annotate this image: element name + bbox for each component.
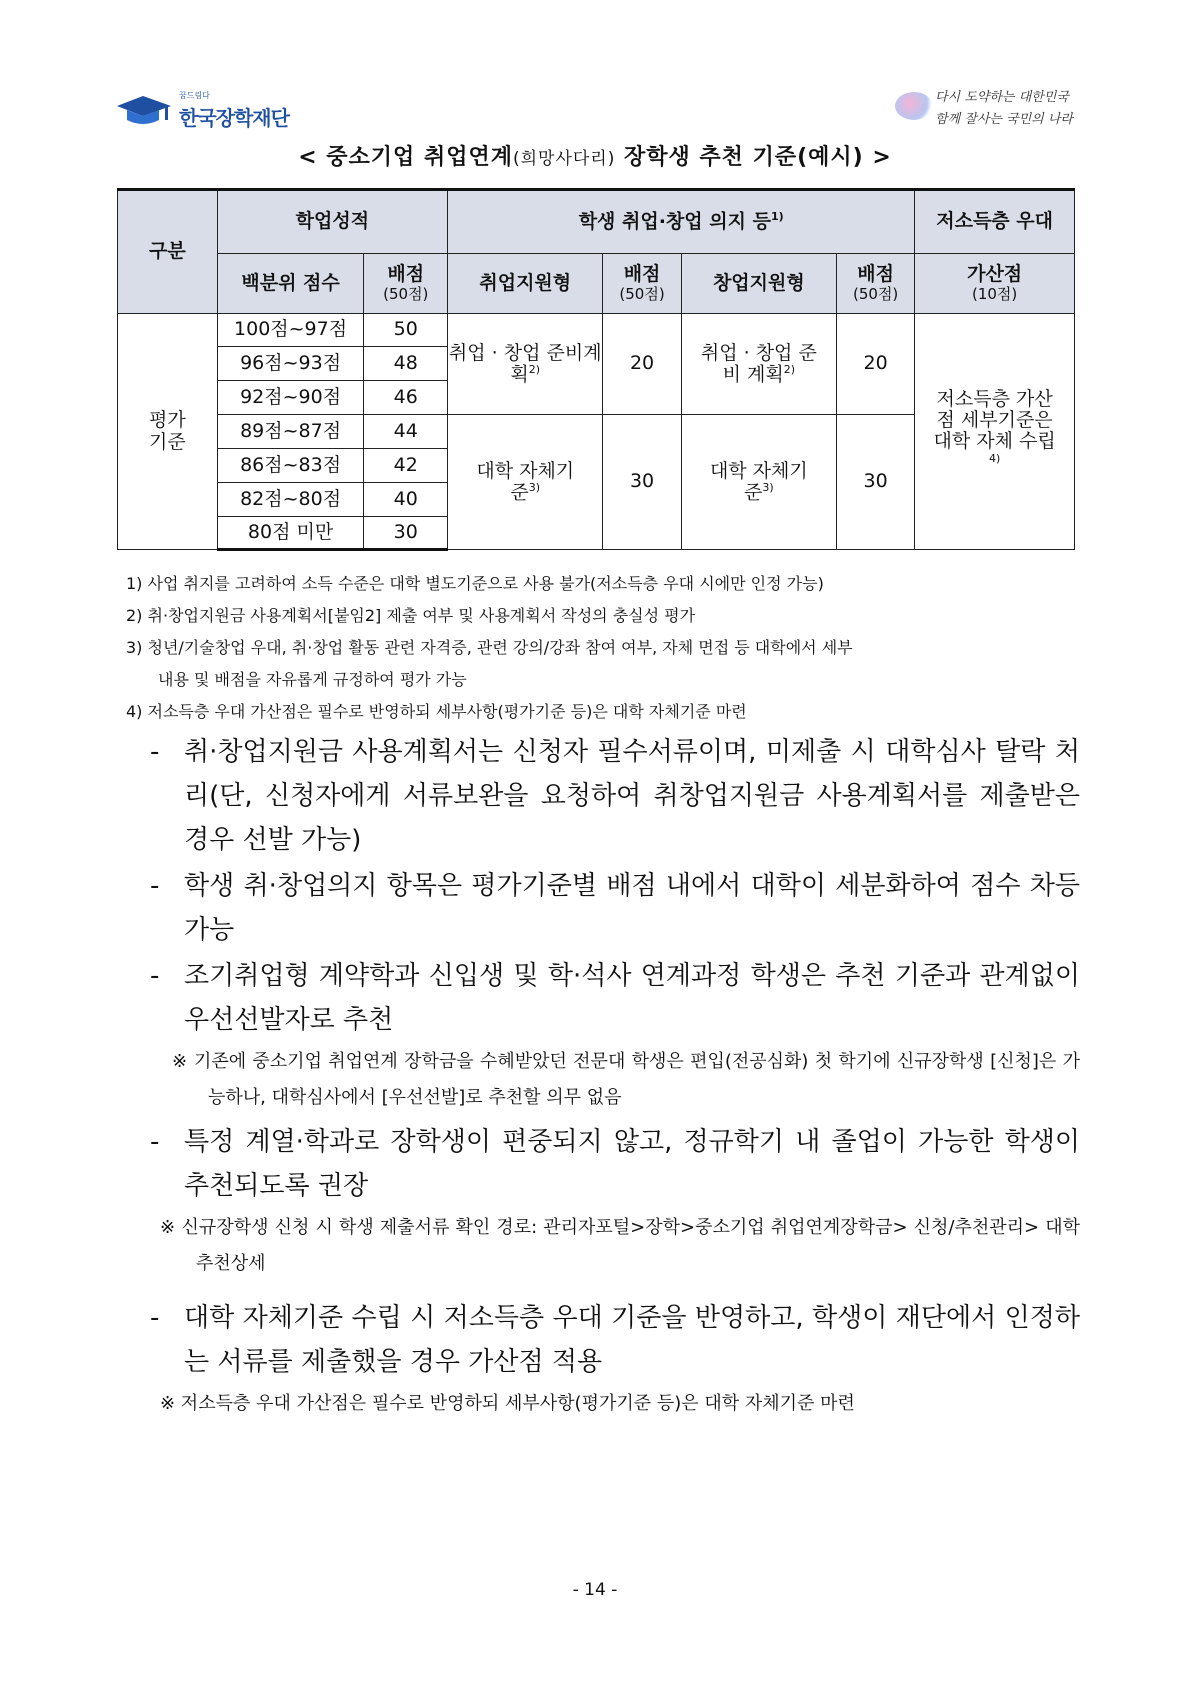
grade-score: 30 [364, 517, 448, 550]
criteria-table [117, 188, 1075, 551]
guideline-item: - 취·창업지원금 사용계획서는 신청자 필수서류이며, 미제출 시 대학심사 탈락 처리(단, 신청자에게 서류보완을 요청하여 취창업지원금 사용계획서를 제출받은 경우 선발 가능) [150, 737, 1080, 855]
table-row [118, 314, 1075, 347]
header-alloc-job: 배점 (50점) [603, 254, 681, 314]
slogan-line1: 다시 도약하는 대한민국 [935, 90, 1069, 105]
grade-range: 92점~90점 [217, 381, 364, 415]
bonus-cell: 저소득층 가산점 세부기준은 대학 자체 수립$^{4)}$ [915, 314, 1075, 550]
header-intent: 학생 취업·창업 의지 등$^{1)}$ [448, 190, 915, 254]
footnote-1: 1) 사업 취지를 고려하여 소득 수준은 대학 별도기준으로 사용 불가(저소득층 우대 시에만 인정 가능) [126, 574, 824, 593]
job-own-cell: 대학 자체기준$^{3)}$ [448, 415, 603, 550]
grade-score: 44 [364, 415, 448, 449]
header-grades: 학업성적 [217, 190, 447, 254]
page-number: - 14 - [572, 1580, 618, 1600]
title-paren: (희망사다리) [512, 149, 616, 169]
grade-range: 80점 미만 [217, 517, 364, 550]
grade-range: 96점~93점 [217, 347, 364, 381]
header-alloc-startup: 배점 (50점) [837, 254, 915, 314]
slogan [895, 84, 1085, 130]
kosaf-logo [115, 86, 295, 130]
footnotes [126, 568, 1086, 728]
row-label: 평가 기준 [118, 314, 218, 550]
grade-range: 86점~83점 [217, 449, 364, 483]
footnote-3: 3) 청년/기술창업 우대, 취·창업 활동 관련 자격증, 관련 강의/강좌 참여 여부, 자체 면접 등 대학에서 세부 [126, 638, 853, 657]
title-suffix: 장학생 추천 기준(예시) > [624, 145, 892, 170]
startup-own-cell: 대학 자체기준$^{3)}$ [681, 415, 836, 550]
header-lowincome: 저소득층 우대 [915, 190, 1075, 254]
footnote-4: 4) 저소득층 우대 가산점은 필수로 반영하되 세부사항(평가기준 등)은 대학 자체기준 마련 [126, 702, 747, 721]
grade-score: 50 [364, 314, 448, 347]
header-alloc-grades: 배점 (50점) [364, 254, 448, 314]
reference-note: ※ 저소득층 우대 가산점은 필수로 반영하되 세부사항(평가기준 등)은 대학 자체기준 마련 [160, 1393, 855, 1414]
footnote-3-cont: 내용 및 배점을 자유롭게 규정하여 평가 가능 [158, 670, 467, 689]
header-job: 취업지원형 [448, 254, 603, 314]
slogan-line2: 함께 잘사는 국민의 나라 [935, 112, 1073, 127]
graduation-cap-icon [115, 94, 173, 126]
guidelines [150, 730, 1080, 1426]
grade-score: 40 [364, 483, 448, 517]
job-plan-cell: 취업 · 창업 준비계획$^{2)}$ [448, 314, 603, 415]
title-prefix: < 중소기업 취업연계 [298, 145, 513, 170]
flower-emblem-icon [895, 92, 933, 120]
grade-range: 89점~87점 [217, 415, 364, 449]
startup-plan-cell: 취업 · 창업 준비 계획$^{2)}$ [681, 314, 836, 415]
page-title [0, 140, 1190, 171]
logo-name: 한국장학재단 [179, 106, 289, 130]
startup-own-score: 30 [837, 415, 915, 550]
header-startup: 창업지원형 [681, 254, 836, 314]
header-percentile: 백분위 점수 [217, 254, 364, 314]
guideline-item: - 조기취업형 계약학과 신입생 및 학·석사 연계과정 학생은 추천 기준과 관계없이 우선선발자로 추천 [150, 961, 1080, 1035]
grade-range: 100점~97점 [217, 314, 364, 347]
grade-score: 46 [364, 381, 448, 415]
grade-range: 82점~80점 [217, 483, 364, 517]
guideline-item: - 대학 자체기준 수립 시 저소득층 우대 기준을 반영하고, 학생이 재단에서 인정하는 서류를 제출했을 경우 가산점 적용 [150, 1303, 1080, 1377]
footnote-2: 2) 취·창업지원금 사용계획서[붙임2] 제출 여부 및 사용계획서 작성의 충실성 평가 [126, 606, 696, 625]
reference-note: ※ 신규장학생 신청 시 학생 제출서류 확인 경로: 관리자포털>장학>중소기업 취업연계장학금> 신청/추천관리> 대학추천상세 [160, 1217, 1080, 1274]
grade-score: 42 [364, 449, 448, 483]
job-own-score: 30 [603, 415, 681, 550]
guideline-item: - 학생 취·창업의지 항목은 평가기준별 배점 내에서 대학이 세분화하여 점수 차등 가능 [150, 871, 1080, 945]
startup-plan-score: 20 [837, 314, 915, 415]
reference-note: ※ 기존에 중소기업 취업연계 장학금을 수혜받았던 전문대 학생은 편입(전공심화) 첫 학기에 신규장학생 [신청]은 가능하나, 대학심사에서 [우선선발]로 추천할 의무 없음 [172, 1051, 1080, 1108]
job-plan-score: 20 [603, 314, 681, 415]
header-bonus: 가산점 (10점) [915, 254, 1075, 314]
header-category: 구분 [118, 190, 218, 314]
grade-score: 48 [364, 347, 448, 381]
logo-small-text: 꿈드림다 [179, 91, 210, 100]
guideline-item: - 특정 계열·학과로 장학생이 편중되지 않고, 정규학기 내 졸업이 가능한 학생이 추천되도록 권장 [150, 1127, 1080, 1201]
